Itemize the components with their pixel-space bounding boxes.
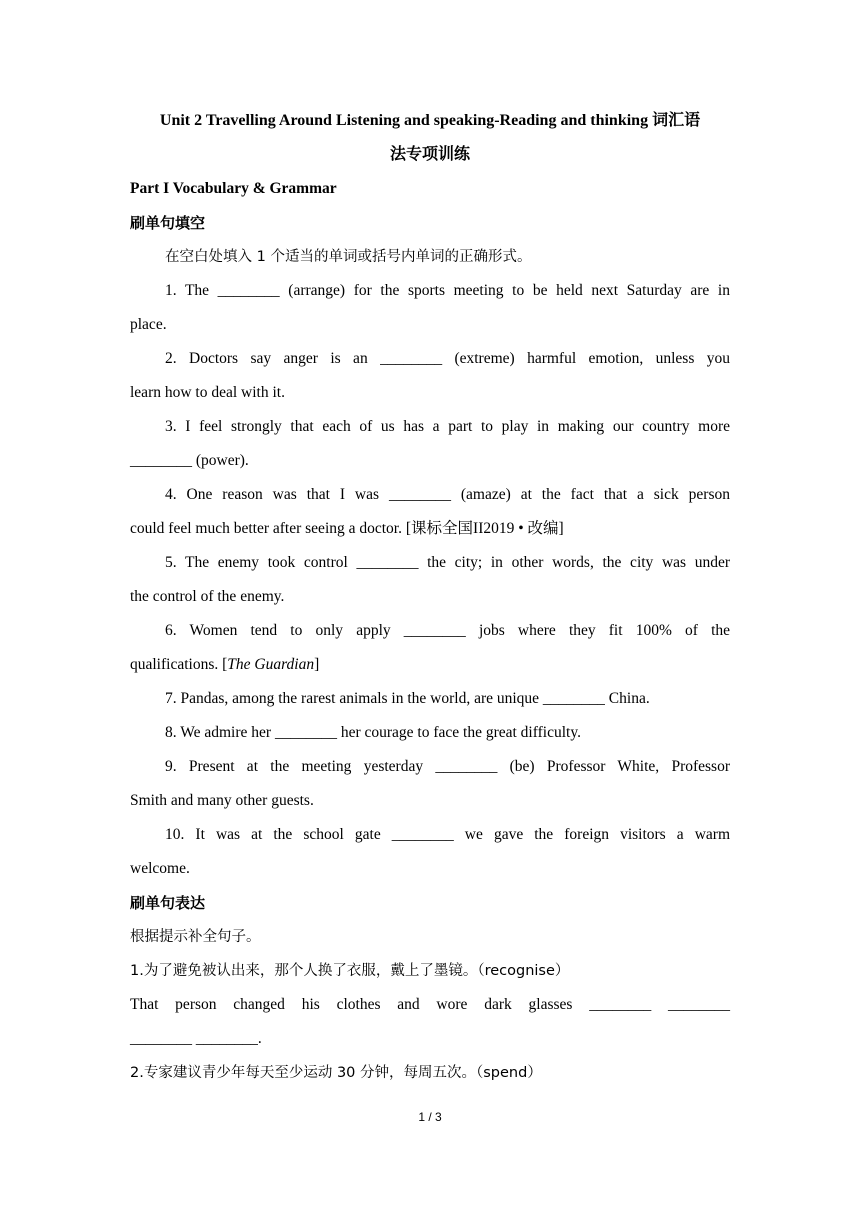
- section-2-heading: 刷单句表达: [130, 894, 206, 912]
- exercise-5-line-1: 5. The enemy took control ________ the city; in other words, the city was under: [165, 554, 730, 571]
- source-citation: The Guardian: [227, 656, 315, 673]
- exercise-7: 7. Pandas, among the rarest animals in the world, are unique ________ China.: [165, 690, 650, 707]
- exercise-3-line-2: ________ (power).: [130, 452, 249, 469]
- document-title-line-2: 法专项训练: [389, 146, 470, 163]
- exercise-6-line-2-prefix: qualifications. [: [130, 656, 228, 673]
- section-2-instruction: 根据提示补全句子。: [130, 929, 261, 945]
- page-number: 1 / 3: [418, 1110, 442, 1124]
- exercise-9-line-2: Smith and many other guests.: [130, 792, 314, 809]
- exercise-1-line-1: 1. The ________ (arrange) for the sports meeting to be held next Saturday are in: [165, 282, 730, 299]
- document-content: [130, 104, 730, 1090]
- exercise-10-line-2: welcome.: [130, 860, 190, 877]
- exercise-8: 8. We admire her ________ her courage to face the great difficulty.: [165, 724, 581, 741]
- exercise-6-line-2: [130, 648, 730, 682]
- exercise-4-line-1: 4. One reason was that I was ________ (amaze) at the fact that a sick person: [165, 486, 730, 503]
- exercise-2-line-1: 2. Doctors say anger is an ________ (extreme) harmful emotion, unless you: [165, 350, 730, 367]
- exercise-1-line-2: place.: [130, 316, 167, 333]
- translation-1-line-2: ________ ________.: [130, 1030, 262, 1047]
- exercise-6-line-2-suffix: ]: [314, 656, 320, 673]
- section-1-heading: 刷单句填空: [130, 214, 206, 232]
- exercise-5-line-2: the control of the enemy.: [130, 588, 285, 605]
- section-1-instruction: 在空白处填入 1 个适当的单词或括号内单词的正确形式。: [165, 249, 532, 265]
- translation-2-prompt: 2.专家建议青少年每天至少运动 30 分钟，每周五次。（spend）: [130, 1065, 542, 1081]
- document-title-line-1: Unit 2 Travelling Around Listening and speaking-Reading and thinking 词汇语: [159, 112, 701, 129]
- exercise-2-line-2: learn how to deal with it.: [130, 384, 285, 401]
- translation-1-line-1: That person changed his clothes and wore dark glasses ________ ________: [130, 996, 730, 1013]
- part-heading: Part I Vocabulary & Grammar: [130, 180, 337, 197]
- exercise-9-line-1: 9. Present at the meeting yesterday ________ (be) Professor White, Professor: [165, 758, 730, 775]
- exercise-10-line-1: 10. It was at the school gate ________ we gave the foreign visitors a warm: [165, 826, 730, 843]
- exercise-4-line-2: could feel much better after seeing a doctor. [课标全国II2019 • 改编]: [130, 520, 564, 537]
- translation-1-prompt: 1.为了避免被认出来，那个人换了衣服，戴上了墨镜。（recognise）: [130, 963, 570, 979]
- exercise-6-line-1: 6. Women tend to only apply ________ jobs where they fit 100% of the: [165, 622, 730, 639]
- exercise-3-line-1: 3. I feel strongly that each of us has a part to play in making our country more: [165, 418, 730, 435]
